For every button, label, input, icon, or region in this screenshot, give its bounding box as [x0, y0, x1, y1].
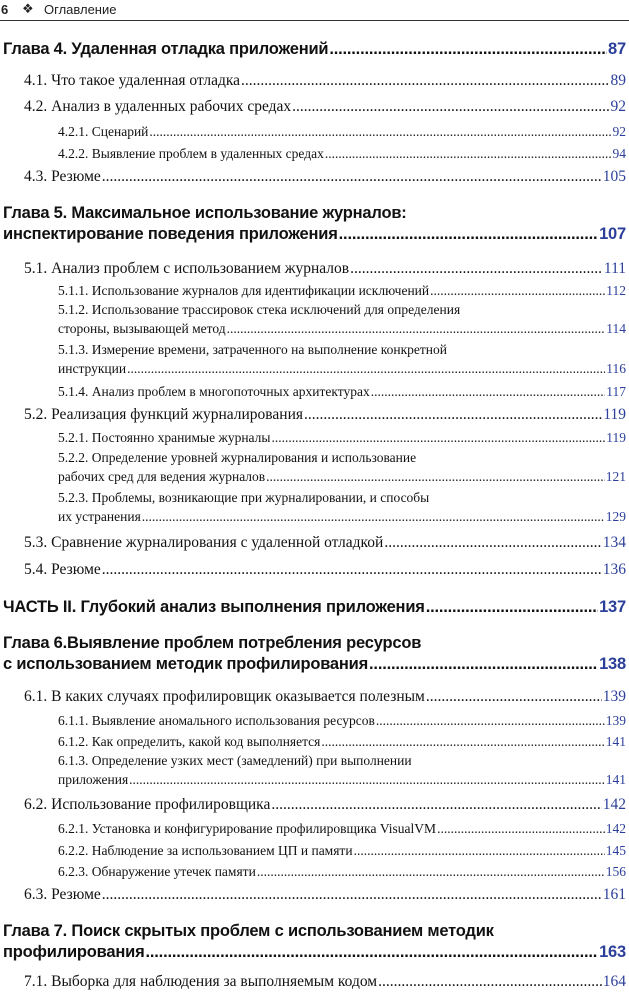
toc-page-number: 92 [612, 124, 626, 139]
dot-leader [339, 225, 598, 244]
toc-page-number: 156 [605, 864, 626, 879]
ornament-icon: ❖ [22, 1, 34, 16]
running-header [0, 0, 629, 22]
dot-leader [292, 98, 609, 116]
toc-page-number: 111 [603, 260, 626, 277]
toc-page-number: 141 [605, 772, 626, 787]
dot-leader [378, 973, 602, 991]
toc-section-entry[interactable] [24, 688, 626, 706]
toc-page-number: 92 [610, 98, 626, 115]
dot-leader [321, 734, 604, 750]
toc-subsection-entry[interactable] [58, 302, 626, 337]
toc-entry-title-continued: профилирования [3, 943, 145, 961]
toc-subsection-entry[interactable] [58, 490, 626, 525]
toc-entry-title: 4.2.1. Сценарий [58, 124, 149, 139]
toc-page-number: 145 [605, 843, 626, 858]
toc-subsection-entry[interactable] [58, 864, 626, 880]
toc-page-number: 105 [602, 168, 626, 185]
toc-subsection-entry[interactable] [58, 753, 626, 788]
toc-entry-title: 5.2.3. Проблемы, возникающие при журналировании, и способы [58, 490, 430, 505]
toc-entry-title: Глава 5. Максимальное использование журналов: [3, 204, 407, 222]
toc-chapter-entry[interactable] [3, 40, 626, 59]
toc-entry-title: 5.1.1. Использование журналов для идентификации исключений [58, 283, 430, 298]
toc-page-number: 121 [605, 469, 626, 484]
toc-page-number: 142 [605, 821, 626, 836]
toc-entry-title: 5.3. Сравнение журналирования с удаленной отладкой [24, 534, 384, 551]
toc-entry-title: 6.1.3. Определение узких мест (замедлений) при выполнении [58, 753, 412, 768]
toc-entry-title: 5.2.2. Определение уровней журналирования и использование [58, 450, 417, 465]
toc-subsection-entry[interactable] [58, 430, 626, 446]
dot-leader [127, 361, 605, 377]
toc-entry-title: ЧАСТЬ II. Глубокий анализ выполнения приложения [3, 598, 425, 616]
toc-page-number: 117 [606, 384, 626, 399]
toc-page-number: 112 [606, 283, 626, 298]
dot-leader [371, 384, 606, 400]
dot-leader [426, 598, 598, 617]
toc-page-number: 116 [606, 361, 626, 376]
dot-leader [384, 534, 601, 552]
dot-leader [102, 886, 602, 904]
toc-subsection-entry[interactable] [58, 283, 626, 299]
toc-entry-title: 4.2. Анализ в удаленных рабочих средах [24, 98, 292, 115]
toc-page-number: 161 [602, 886, 626, 903]
dot-leader [102, 168, 602, 186]
dot-leader [142, 509, 605, 525]
dot-leader [426, 688, 602, 706]
toc-entry-title: 5.2.1. Постоянно хранимые журналы [58, 430, 271, 445]
dot-leader [329, 40, 607, 59]
dot-leader [271, 796, 601, 814]
toc-subsection-entry[interactable] [58, 146, 626, 162]
toc-page-number: 134 [602, 534, 626, 551]
toc-section-entry[interactable] [24, 72, 626, 90]
toc-page-number: 137 [599, 598, 626, 616]
dot-leader [350, 260, 603, 278]
toc-page-number: 129 [605, 509, 626, 524]
toc-entry-title: 6.1.1. Выявление аномального использования ресурсов [58, 713, 375, 728]
toc-page-number: 119 [603, 406, 626, 423]
toc-subsection-entry[interactable] [58, 821, 626, 837]
toc-page-number: 114 [606, 321, 626, 336]
toc-page-number: 139 [602, 688, 626, 705]
toc-section-entry[interactable] [24, 168, 626, 186]
toc-section-entry[interactable] [24, 886, 626, 904]
toc-subsection-entry[interactable] [58, 450, 626, 485]
running-title: Оглавление [44, 2, 117, 17]
toc-entry-title: 5.1. Анализ проблем с использованием журналов [24, 260, 350, 277]
toc-entry-title-continued: их устранения [58, 509, 141, 524]
toc-chapter-entry[interactable] [3, 204, 626, 244]
dot-leader [241, 72, 609, 90]
toc-page-number: 141 [605, 734, 626, 749]
dot-leader [129, 772, 605, 788]
dot-leader [266, 469, 605, 485]
toc-entry-title: 5.1.4. Анализ проблем в многопоточных архитектурах [58, 384, 370, 399]
toc-chapter-entry[interactable] [3, 922, 626, 962]
toc-entry-title: 6.2. Использование профилировщика [24, 796, 271, 813]
toc-subsection-entry[interactable] [58, 843, 626, 859]
toc-entry-title: Глава 7. Поиск скрытых проблем с использованием методик [3, 922, 494, 940]
toc-section-entry[interactable] [24, 561, 626, 579]
toc-section-entry[interactable] [24, 98, 626, 116]
toc-entry-title: 6.1.2. Как определить, какой код выполняется [58, 734, 321, 749]
toc-page-number: 87 [608, 40, 626, 58]
toc-entry-title: 6.2.1. Установка и конфигурирование профилировщика VisualVM [58, 821, 437, 836]
dot-leader [257, 864, 605, 880]
dot-leader [102, 561, 602, 579]
dot-leader [430, 283, 605, 299]
toc-entry-title: 6.2.2. Наблюдение за использованием ЦП и памяти [58, 843, 353, 858]
toc-page-number: 107 [599, 225, 626, 243]
toc-page-number: 138 [599, 655, 626, 673]
toc-entry-title: 5.4. Резюме [24, 561, 101, 578]
dot-leader [369, 655, 598, 674]
toc-subsection-entry[interactable] [58, 734, 626, 750]
toc-entry-title: 7.1. Выборка для наблюдения за выполняемым кодом [24, 973, 378, 990]
toc-entry-title: 4.3. Резюме [24, 168, 101, 185]
toc-entry-title-continued: инструкции [58, 361, 127, 376]
dot-leader [149, 124, 611, 140]
header-rule [0, 20, 629, 21]
toc-entry-title: 4.1. Что такое удаленная отладка [24, 72, 241, 89]
dot-leader [146, 943, 599, 962]
toc-subsection-entry[interactable] [58, 342, 626, 377]
dot-leader [376, 713, 605, 729]
toc-entry-title-continued: инспектирование поведения приложения [3, 225, 338, 243]
toc-page-number: 163 [599, 943, 626, 961]
dot-leader [227, 321, 606, 337]
toc-entry-title-continued: с использованием методик профилирования [3, 655, 369, 673]
dot-leader [437, 821, 605, 837]
toc-entry-title: 6.2.3. Обнаружение утечек памяти [58, 864, 256, 879]
toc-section-entry[interactable] [24, 534, 626, 552]
dot-leader [271, 430, 605, 446]
toc-page-number: 94 [612, 146, 626, 161]
toc-entry-title: 6.3. Резюме [24, 886, 101, 903]
toc-entry-title-continued: приложения [58, 772, 129, 787]
toc-subsection-entry[interactable] [58, 384, 626, 400]
toc-entry-title: 5.2. Реализация функций журналирования [24, 406, 304, 423]
toc-subsection-entry[interactable] [58, 124, 626, 140]
toc-part-entry[interactable] [3, 598, 626, 617]
dot-leader [325, 146, 612, 162]
toc-section-entry[interactable] [24, 406, 626, 424]
page-number: 6 [1, 2, 9, 17]
toc-section-entry[interactable] [24, 796, 626, 814]
toc-page-number: 89 [610, 72, 626, 89]
toc-subsection-entry[interactable] [58, 713, 626, 729]
toc-entry-title-continued: рабочих сред для ведения журналов [58, 469, 266, 484]
toc-page-number: 164 [602, 973, 626, 990]
toc-entry-title: 4.2.2. Выявление проблем в удаленных средах [58, 146, 324, 161]
toc-entry-title-continued: стороны, вызывающей метод [58, 321, 226, 336]
toc-entry-title: Глава 4. Удаленная отладка приложений [3, 40, 329, 58]
toc-page-number: 142 [602, 796, 626, 813]
dot-leader [304, 406, 602, 424]
toc-page-number: 119 [606, 430, 626, 445]
toc-entry-title: Глава 6.Выявление проблем потребления ресурсов [3, 634, 422, 652]
toc-section-entry[interactable] [24, 260, 626, 278]
toc-page-number: 136 [602, 561, 626, 578]
toc-section-entry[interactable] [24, 973, 626, 991]
dot-leader [354, 843, 605, 859]
toc-entry-title: 5.1.2. Использование трассировок стека исключений для определения [58, 302, 461, 317]
toc-entry-title: 5.1.3. Измерение времени, затраченного на выполнение конкретной [58, 342, 447, 357]
toc-chapter-entry[interactable] [3, 634, 626, 674]
toc-page-number: 139 [605, 713, 626, 728]
toc-entry-title: 6.1. В каких случаях профилировщик оказывается полезным [24, 688, 425, 705]
